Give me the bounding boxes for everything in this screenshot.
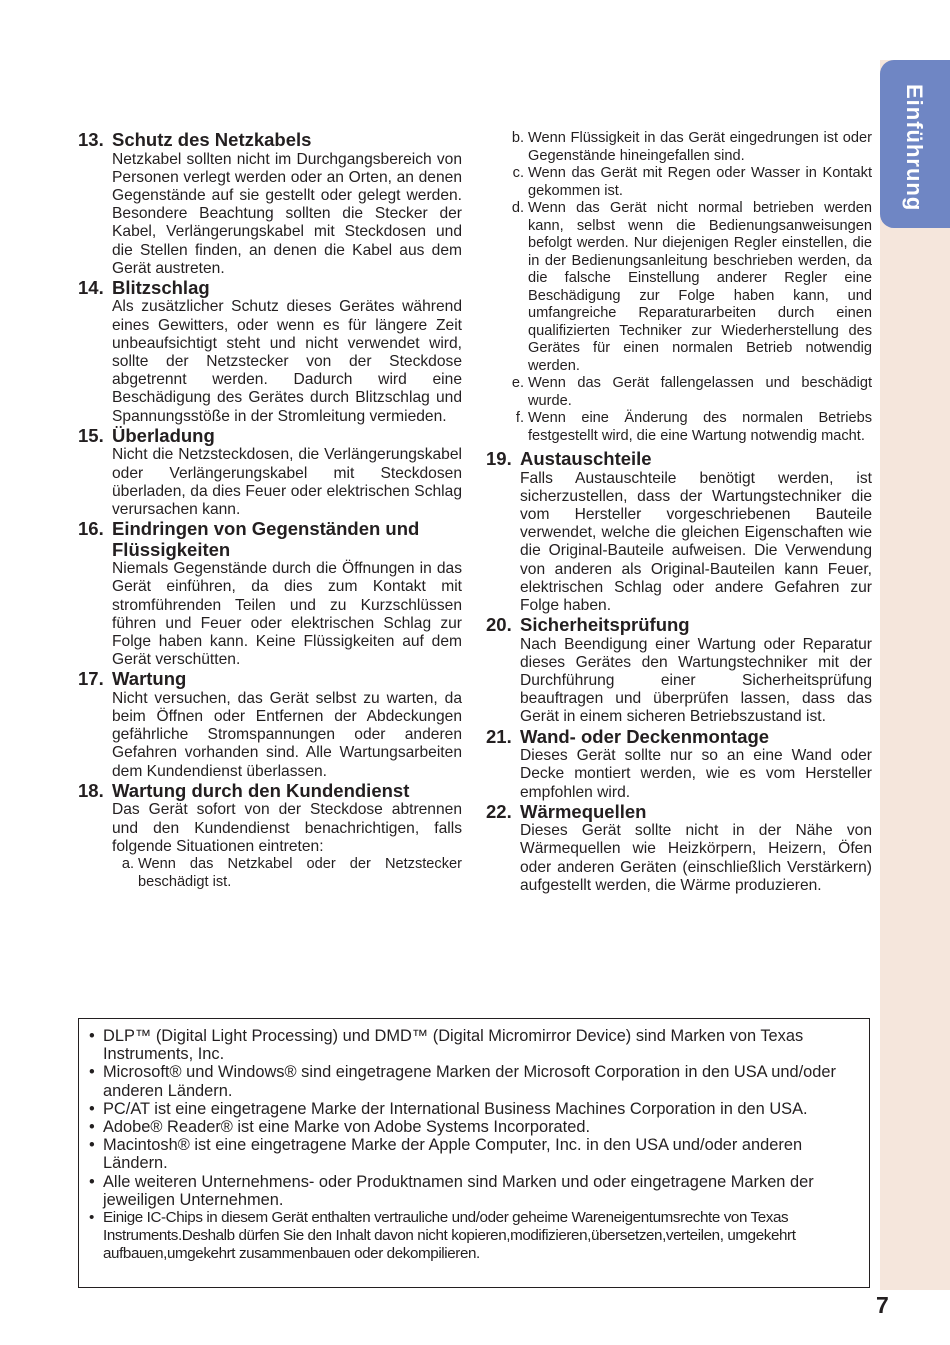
section-title: Wand- oder Deckenmontage xyxy=(520,725,770,747)
bullet: • xyxy=(89,1027,95,1045)
section-number: 19. xyxy=(486,448,512,469)
section-body: Falls Austauschteile benötigt werden, ist sicherzustellen, dass der Wartungstechniker die vom Hersteller vorgeschriebenen Bauteile verwendet, welche die gleichen Eigenschaften wie die Original-Bauteile aufweisen. Die Verwendung von anderen als Original-Bauteilen kann Feuer, elektrischen Schlag oder andere Gefahren zur Folge haben. xyxy=(520,469,872,614)
section-heading xyxy=(486,449,872,470)
section-heading xyxy=(486,802,872,823)
notice-text: Adobe® Reader® ist eine Marke von Adobe Systems Incorporated. xyxy=(103,1118,590,1137)
section-number: 20. xyxy=(486,614,512,636)
section-title: Sicherheitsprüfung xyxy=(520,614,690,636)
notice-text: Macintosh® ist eine eingetragene Marke der Apple Computer, Inc. in den USA und/oder anderen Ländern. xyxy=(103,1136,803,1173)
notice-text: Alle weiteren Unternehmens- oder Produktnamen sind Marken und oder eingetragene Marken der jeweiligen Unternehmen. xyxy=(103,1172,814,1209)
section-heading xyxy=(78,130,462,151)
list-item-text: Wenn Flüssigkeit in das Gerät eingedrungen ist oder Gegenstände hineingefallen sind. xyxy=(528,130,872,164)
list-item xyxy=(502,165,872,200)
section-body: Nicht versuchen, das Gerät selbst zu warten, da beim Öffnen oder Entfernen der Abdeckungen gefährliche Stromspannungen oder anderen Gefahren vorhanden sind. Alle Wartungsarbeiten dem Kundendienst überlassen. xyxy=(112,689,462,780)
bullet: • xyxy=(89,1099,95,1118)
section-21 xyxy=(486,727,872,802)
bullet: • xyxy=(89,1172,95,1191)
section-18 xyxy=(78,781,462,891)
section-number: 14. xyxy=(78,276,104,298)
section-20 xyxy=(486,615,872,727)
section-number: 21. xyxy=(486,725,512,747)
section-number: 15. xyxy=(78,424,104,446)
section-body: Als zusätzlicher Schutz dieses Gerätes während eines Gewitters, oder wenn es für längere Zeit unbeaufsichtigt steht und nicht verwendet wird, sollte der Netzstecker von der Steckdose abgetrennt werden. Dadurch wird eine Beschädigung des Gerätes durch Blitzschlag und Spannungsstöße in der Stromleitung vermieden. xyxy=(112,298,462,425)
section-title: Wartung durch den Kundendienst xyxy=(112,779,410,801)
list-item-letter: f. xyxy=(515,410,524,426)
list-item xyxy=(502,375,872,410)
section-body: Dieses Gerät sollte nur so an eine Wand oder Decke montiert werden, wie es vom Hersteller empfohlen wird. xyxy=(520,747,872,801)
section-number: 22. xyxy=(486,800,512,822)
section-19 xyxy=(486,449,872,615)
notice-item xyxy=(89,1027,859,1063)
notice-text: Microsoft® und Windows® sind eingetragene Marken der Microsoft Corporation in den USA und/oder anderen Ländern. xyxy=(103,1063,836,1100)
bullet: • xyxy=(89,1118,95,1137)
list-item xyxy=(502,410,872,445)
side-strip xyxy=(880,60,950,1290)
section-tab-label: Einführung xyxy=(902,84,927,212)
notice-item xyxy=(89,1063,859,1099)
section-heading xyxy=(486,727,872,748)
notice-item xyxy=(89,1173,859,1209)
section-number: 17. xyxy=(78,668,104,690)
notice-text: DLP™ (Digital Light Processing) und DMD™ (Digital Micromirror Device) sind Marken von Texas Instruments, Inc. xyxy=(103,1027,804,1064)
section-body: Das Gerät sofort von der Steckdose abtrennen und den Kundendienst benachrichtigen, falls folgende Situationen eintreten: xyxy=(112,801,462,855)
list-item-text: Wenn das Gerät mit Regen oder Wasser in Kontakt gekommen ist. xyxy=(528,165,872,199)
section-heading xyxy=(78,426,462,447)
section-title: Blitzschlag xyxy=(112,276,210,298)
section-heading xyxy=(486,615,872,636)
page-number: 7 xyxy=(876,1292,889,1318)
section-22 xyxy=(486,802,872,895)
left-column xyxy=(78,130,462,891)
list-item-text: Wenn das Netzkabel oder der Netzstecker beschädigt ist. xyxy=(138,856,462,890)
section-body: Niemals Gegenstände durch die Öffnungen in das Gerät einführen, da dies zum Kontakt mit stromführenden Teilen und zu Kurzschlüssen führen und Feuer oder elektrischen Schlag zur Folge haben kann. Keine Flüssigkeiten auf dem Gerät verschütten. xyxy=(112,560,462,669)
list-item-letter: c. xyxy=(512,165,524,181)
notice-item xyxy=(89,1209,859,1264)
list-item-text: Wenn das Gerät nicht normal betrieben werden kann, selbst wenn die Bedienungsanweisungen befolgt werden. Nur diejenigen Regler einstellen, die in der Bedienungsanleitung beschrieben werden, da die falsche Einstellung anderer Regler eine Beschädigung zur Folge haben kann, und umfangreiche Reparaturarbeiten durch einen qualifizierten Techniker zur Wiederherstellung des Gerätes für einen normalen Betrieb notwendig werden. xyxy=(528,200,872,374)
notice-text: PC/AT ist eine eingetragene Marke der International Business Machines Corporation in den USA. xyxy=(103,1099,808,1118)
trademark-notice-box xyxy=(78,1018,870,1288)
section-heading xyxy=(78,519,462,560)
section-15 xyxy=(78,426,462,519)
section-title: Wärmequellen xyxy=(520,800,647,822)
section-title: Wartung xyxy=(112,668,187,690)
bullet: • xyxy=(89,1209,94,1227)
section-16 xyxy=(78,519,462,669)
section-13 xyxy=(78,130,462,278)
notice-item xyxy=(89,1136,859,1172)
section-heading xyxy=(78,669,462,690)
list-item-text: Wenn das Gerät fallengelassen und beschädigt wurde. xyxy=(528,375,872,409)
section-body: Dieses Gerät sollte nicht in der Nähe von Wärmequellen wie Heizkörpern, Heizern, Öfen oder anderen Geräten (einschließlich Verstärkern) aufgestellt werden, die Wärme produzieren. xyxy=(520,822,872,894)
section-title: Überladung xyxy=(112,424,215,446)
bullet: • xyxy=(89,1136,95,1155)
list-item-letter: e. xyxy=(511,375,524,391)
list-item xyxy=(502,130,872,165)
section-number: 16. xyxy=(78,518,104,540)
section-body: Netzkabel sollten nicht im Durchgangsbereich von Personen verlegt werden oder an Orten, an denen Gegenstände auf sie gestellt oder gelegt werden. Besondere Beachtung sollten die Stecker der Kabel, Verlängerungskabel mit Steckdosen und die Stellen finden, an denen die Kabel aus dem Gerät austreten. xyxy=(112,150,462,277)
list-item-letter: d. xyxy=(511,200,524,216)
list-item-letter: a. xyxy=(121,856,134,872)
list-item-text: Wenn eine Änderung des normalen Betriebs festgestellt wird, die eine Wartung notwendig macht. xyxy=(528,410,872,444)
right-column xyxy=(486,130,872,895)
section-title: Austauschteile xyxy=(520,448,652,469)
notice-item xyxy=(89,1118,859,1136)
list-item-letter: b. xyxy=(511,130,524,146)
section-body: Nicht die Netzsteckdosen, die Verlängerungskabel oder Verlängerungskabel mit Steckdosen überladen, da dies Feuer oder elektrischen Schlag verursachen kann. xyxy=(112,446,462,518)
list-item xyxy=(502,200,872,375)
section-heading xyxy=(78,781,462,802)
section-17 xyxy=(78,669,462,781)
section-title: Schutz des Netzkabels xyxy=(112,129,312,150)
section-heading xyxy=(78,278,462,299)
list-item xyxy=(112,856,462,891)
bullet: • xyxy=(89,1063,95,1082)
section-number: 13. xyxy=(78,129,104,150)
section-14 xyxy=(78,278,462,426)
notice-text: Einige IC-Chips in diesem Gerät enthalten vertrauliche und/oder geheime Wareneigentumsrechte von Texas Instruments.Deshalb dürfen Sie den Inhalt davon nicht kopieren,modifizieren,übersetzen,verteilen, umgekehrt aufbauen,umgekehrt zusammenbauen oder dekompilieren. xyxy=(103,1209,796,1263)
section-body: Nach Beendigung einer Wartung oder Reparatur dieses Gerätes den Wartungstechniker mit der Durchführung einer Sicherheitsprüfung beauftragen und überprüfen lassen, dass das Gerät in einem sicheren Betriebszustand ist. xyxy=(520,635,872,726)
section-number: 18. xyxy=(78,779,104,801)
notice-item xyxy=(89,1100,859,1118)
section-title: Eindringen von Gegenständen und Flüssigkeiten xyxy=(112,518,420,560)
